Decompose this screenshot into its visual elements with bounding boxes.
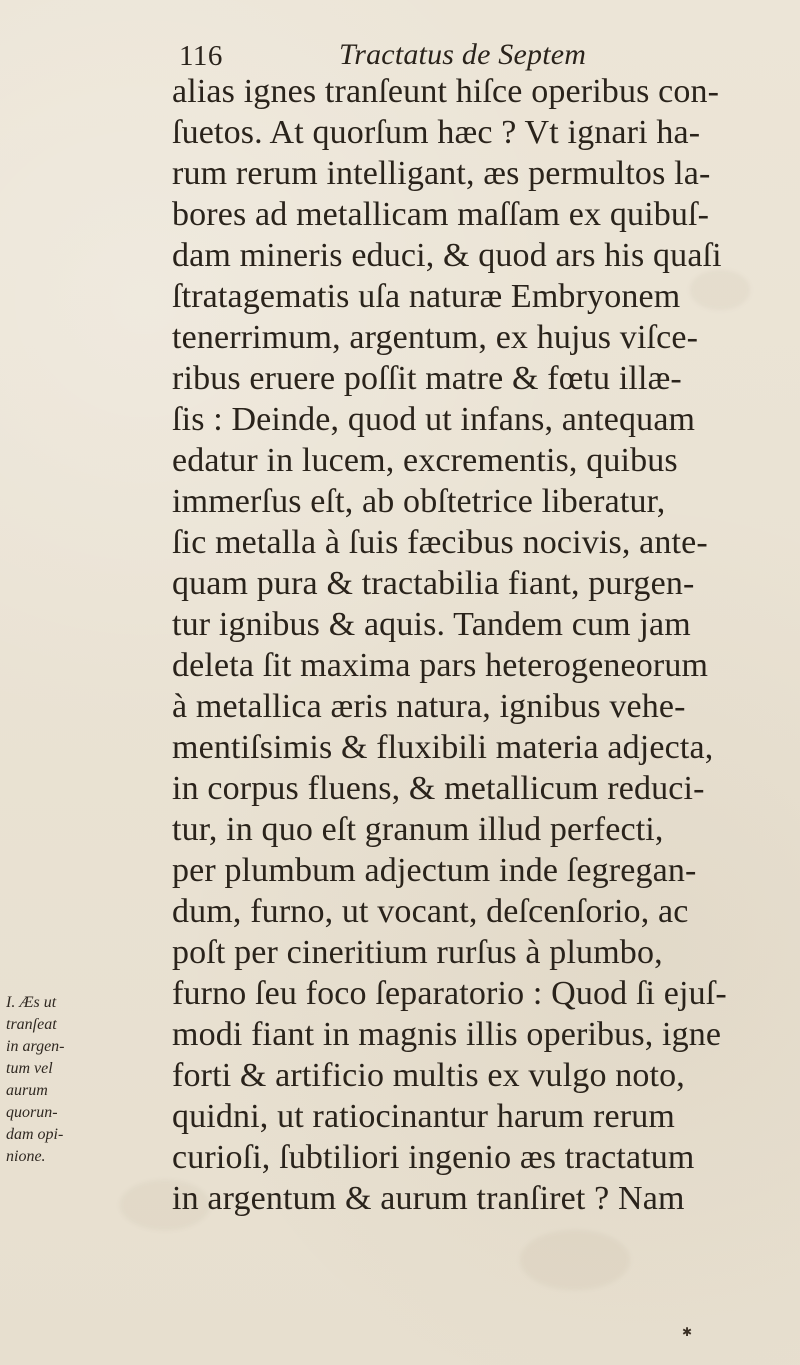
text-line: quam pura & tractabilia fiant, purgen-: [172, 565, 695, 602]
text-line: immerſus eſt, ab obſtetrice liberatur,: [172, 483, 666, 520]
text-line: poſt per cineritium rurſus à plumbo,: [172, 934, 663, 971]
text-line: à metallica æris natura, ignibus vehe-: [172, 688, 686, 725]
text-line: in corpus fluens, & metallicum reduci-: [172, 770, 705, 807]
text-line: tur, in quo eſt granum illud perfecti,: [172, 811, 664, 848]
running-title: Tractatus de Septem: [339, 38, 587, 71]
text-line: curioſi, ſubtiliori ingenio æs tractatum: [172, 1139, 695, 1176]
text-line: edatur in lucem, excrementis, quibus: [172, 442, 678, 479]
text-line: per plumbum adjectum inde ſegregan-: [172, 852, 697, 889]
text-line: in argentum & aurum tranſiret ? Nam: [172, 1180, 685, 1217]
paper-stain: [520, 1230, 630, 1290]
text-line: quidni, ut ratiocinantur harum rerum: [172, 1098, 675, 1135]
text-line: bores ad metallicam maſſam ex quibuſ-: [172, 196, 710, 233]
margin-note-line: aurum: [6, 1082, 48, 1099]
margin-note-line: tum vel: [6, 1060, 53, 1077]
text-line: deleta ſit maxima pars heterogeneorum: [172, 647, 709, 684]
text-line: ſtratagematis uſa naturæ Embryonem: [172, 278, 681, 315]
margin-note-line: in argen-: [6, 1038, 65, 1055]
text-line: tenerrimum, argentum, ex hujus viſce-: [172, 319, 699, 356]
text-line: ſis : Deinde, quod ut infans, antequam: [172, 401, 696, 438]
bottom-mark: ✱: [682, 1325, 693, 1339]
margin-note-line: quorun-: [6, 1104, 58, 1121]
text-line: tur ignibus & aquis. Tandem cum jam: [172, 606, 691, 643]
margin-note-line: nione.: [6, 1148, 46, 1165]
margin-note: [6, 992, 78, 1168]
text-line: ſuetos. At quorſum hæc ? Vt ignari ha-: [172, 114, 701, 151]
text-line: ribus eruere poſſit matre & fœtu illæ-: [172, 360, 682, 397]
text-line: modi fiant in magnis illis operibus, igne: [172, 1016, 722, 1053]
margin-note-line: dam opi-: [6, 1126, 64, 1143]
main-text-block: [172, 71, 792, 1219]
text-line: alias ignes tranſeunt hiſce operibus con-: [172, 73, 720, 110]
page-number: 116: [179, 40, 223, 72]
text-line: furno ſeu foco ſeparatorio : Quod ſi ejuſ-: [172, 975, 727, 1012]
margin-note-line: I. Æs ut: [6, 994, 57, 1011]
text-line: forti & artificio multis ex vulgo noto,: [172, 1057, 685, 1094]
text-line: dum, furno, ut vocant, deſcenſorio, ac: [172, 893, 689, 930]
text-line: mentiſsimis & fluxibili materia adjecta,: [172, 729, 714, 766]
text-line: rum rerum intelligant, æs permultos la-: [172, 155, 711, 192]
margin-note-line: tranſeat: [6, 1016, 57, 1033]
text-line: ſic metalla à ſuis fæcibus nocivis, ante-: [172, 524, 708, 561]
text-line: dam mineris educi, & quod ars his quaſi: [172, 237, 722, 274]
